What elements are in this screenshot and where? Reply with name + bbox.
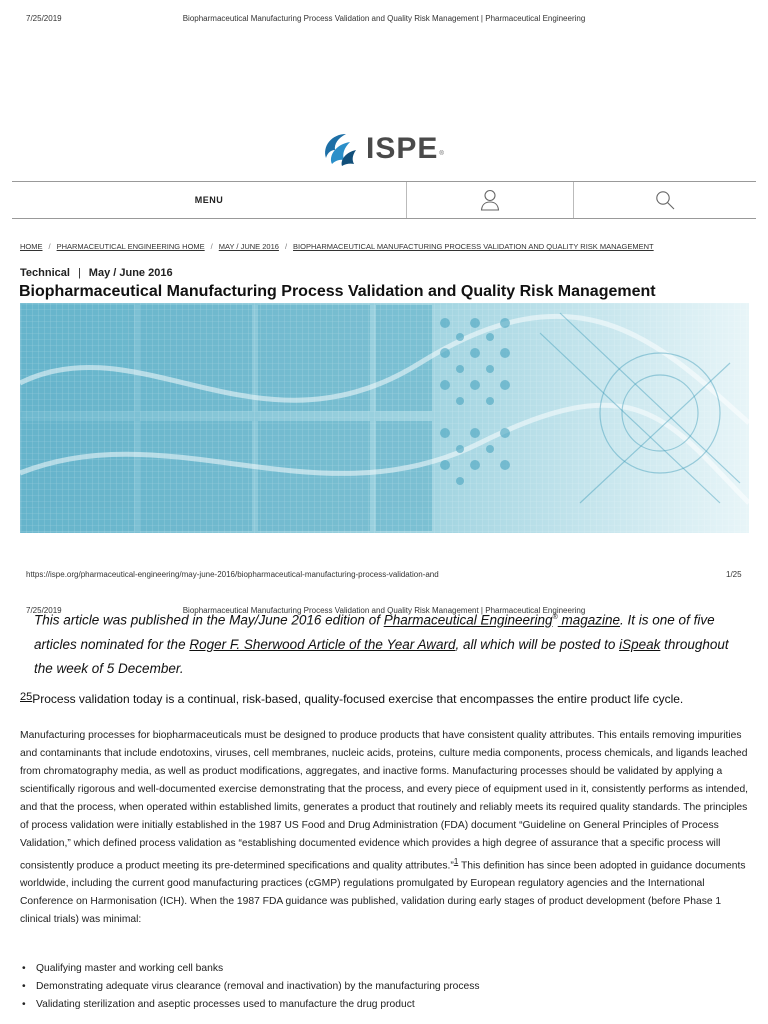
article-meta <box>20 267 173 279</box>
intro-text: , all which will be posted to <box>455 636 620 652</box>
article-title: Biopharmaceutical Manufacturing Process Validation and Quality Risk Management <box>19 283 656 300</box>
lead-paragraph <box>20 688 750 708</box>
page-number-link[interactable]: 25 <box>20 691 33 703</box>
logo-text: ISPE <box>366 132 439 165</box>
article-issue: May / June 2016 <box>88 267 173 279</box>
list-item: • Qualifying master and working cell banks <box>20 960 750 978</box>
search-button[interactable] <box>573 182 756 218</box>
intro-text: throughout the week of 5 December. <box>34 636 729 676</box>
article-category[interactable]: Technical <box>20 267 70 279</box>
registered-mark: ® <box>552 614 558 621</box>
blue-science-abstract-image <box>20 303 749 533</box>
breadcrumb-issue[interactable]: MAY / JUNE 2016 <box>218 242 279 251</box>
intro-text: This article was published in the May/June 2016 edition of <box>34 612 384 628</box>
print-footer-page: 1/25 <box>726 570 742 579</box>
meta-divider: | <box>77 267 81 279</box>
body-paragraph <box>20 727 750 929</box>
intro-text: . It is one of five articles nominated for the <box>34 612 715 652</box>
ispe-swirl-icon <box>318 128 360 170</box>
breadcrumb-separator: / <box>210 242 213 251</box>
bullet-list <box>20 960 750 1014</box>
article-intro-note <box>34 606 734 681</box>
body-text: This definition has since been adopted in guidance documents worldwide, including the current good manufacturing practices (cGMP) regulations promulgated by European regulatory agencies and the International Conference on Harmonisation (ICH). When the 1987 FDA guidance was published, validation during early stages of product development (before Phase 1 clinical trials) was minimal: <box>20 860 746 926</box>
breadcrumb-pe-home[interactable]: PHARMACEUTICAL ENGINEERING HOME <box>56 242 205 251</box>
menu-button[interactable]: MENU <box>194 195 224 205</box>
breadcrumb-home[interactable]: HOME <box>20 242 43 251</box>
body-text: Manufacturing processes for biopharmaceuticals must be designed to produce products that have consistent quality attributes. This entails removing impurities and contaminants that include endotoxins, viruses, cell membranes, nucleic acids, proteins, culture media components, process chemicals, and ligands leached from chromatography media, as well as product modifications, aggregates, and inactive forms. Manufacturing processes should be validated by applying a scientifically rigorous and well-documented exercise demonstrating that the process, and every piece of equipment used in it, consistently performs as intended, and that the process, when operated within established limits, generates a product that routinely and reliably meets its required quality standards. The principles of process validation were initially established in the 1987 US Food and Drug Administration (FDA) document “Guideline on General Principles of Process Validation,” which defined process validation as “establishing documented evidence which provides a high degree of assurance that a specific process will consistently produce a product meeting its pre-determined specifications and quality attributes.” <box>20 730 749 872</box>
breadcrumb-article[interactable]: BIOPHARMACEUTICAL MANUFACTURING PROCESS VALIDATION AND QUALITY RISK MANAGEMENT <box>293 242 654 251</box>
list-item: • Demonstrating adequate virus clearance (removal and inactivation) by the manufacturing process <box>20 978 750 996</box>
main-navbar <box>12 181 756 219</box>
print-header-title: Biopharmaceutical Manufacturing Process Validation and Quality Risk Management | Pharmaceutical Engineering <box>182 14 586 23</box>
list-item: • Validating sterilization and aseptic processes used to manufacture the drug product <box>20 996 750 1014</box>
sherwood-award-link[interactable]: Roger F. Sherwood Article of the Year Award <box>189 636 456 652</box>
logo-registered-mark: ® <box>439 151 444 157</box>
breadcrumb <box>20 242 654 251</box>
search-icon <box>655 190 675 210</box>
ispe-logo[interactable] <box>318 126 458 172</box>
user-icon <box>480 189 500 211</box>
breadcrumb-separator: / <box>48 242 51 251</box>
print-header-date-2: 7/25/2019 <box>26 606 62 615</box>
print-header-title-2: Biopharmaceutical Manufacturing Process Validation and Quality Risk Management | Pharmaceutical Engineering <box>182 606 586 615</box>
magazine-link[interactable]: magazine <box>557 612 621 628</box>
ispeak-link[interactable]: iSpeak <box>619 636 661 652</box>
lead-text: Process validation today is a continual, risk-based, quality-focused exercise that encompasses the entire product life cycle. <box>32 692 684 706</box>
account-button[interactable] <box>406 182 573 218</box>
print-footer-url: https://ispe.org/pharmaceutical-engineering/may-june-2016/biopharmaceutical-manufacturing-process-validation-and <box>26 570 439 579</box>
print-header-date: 7/25/2019 <box>26 14 62 23</box>
pharmaceutical-engineering-link[interactable]: Pharmaceutical Engineering <box>383 612 553 628</box>
footnote-ref[interactable]: 1 <box>453 857 459 866</box>
breadcrumb-separator: / <box>284 242 288 251</box>
